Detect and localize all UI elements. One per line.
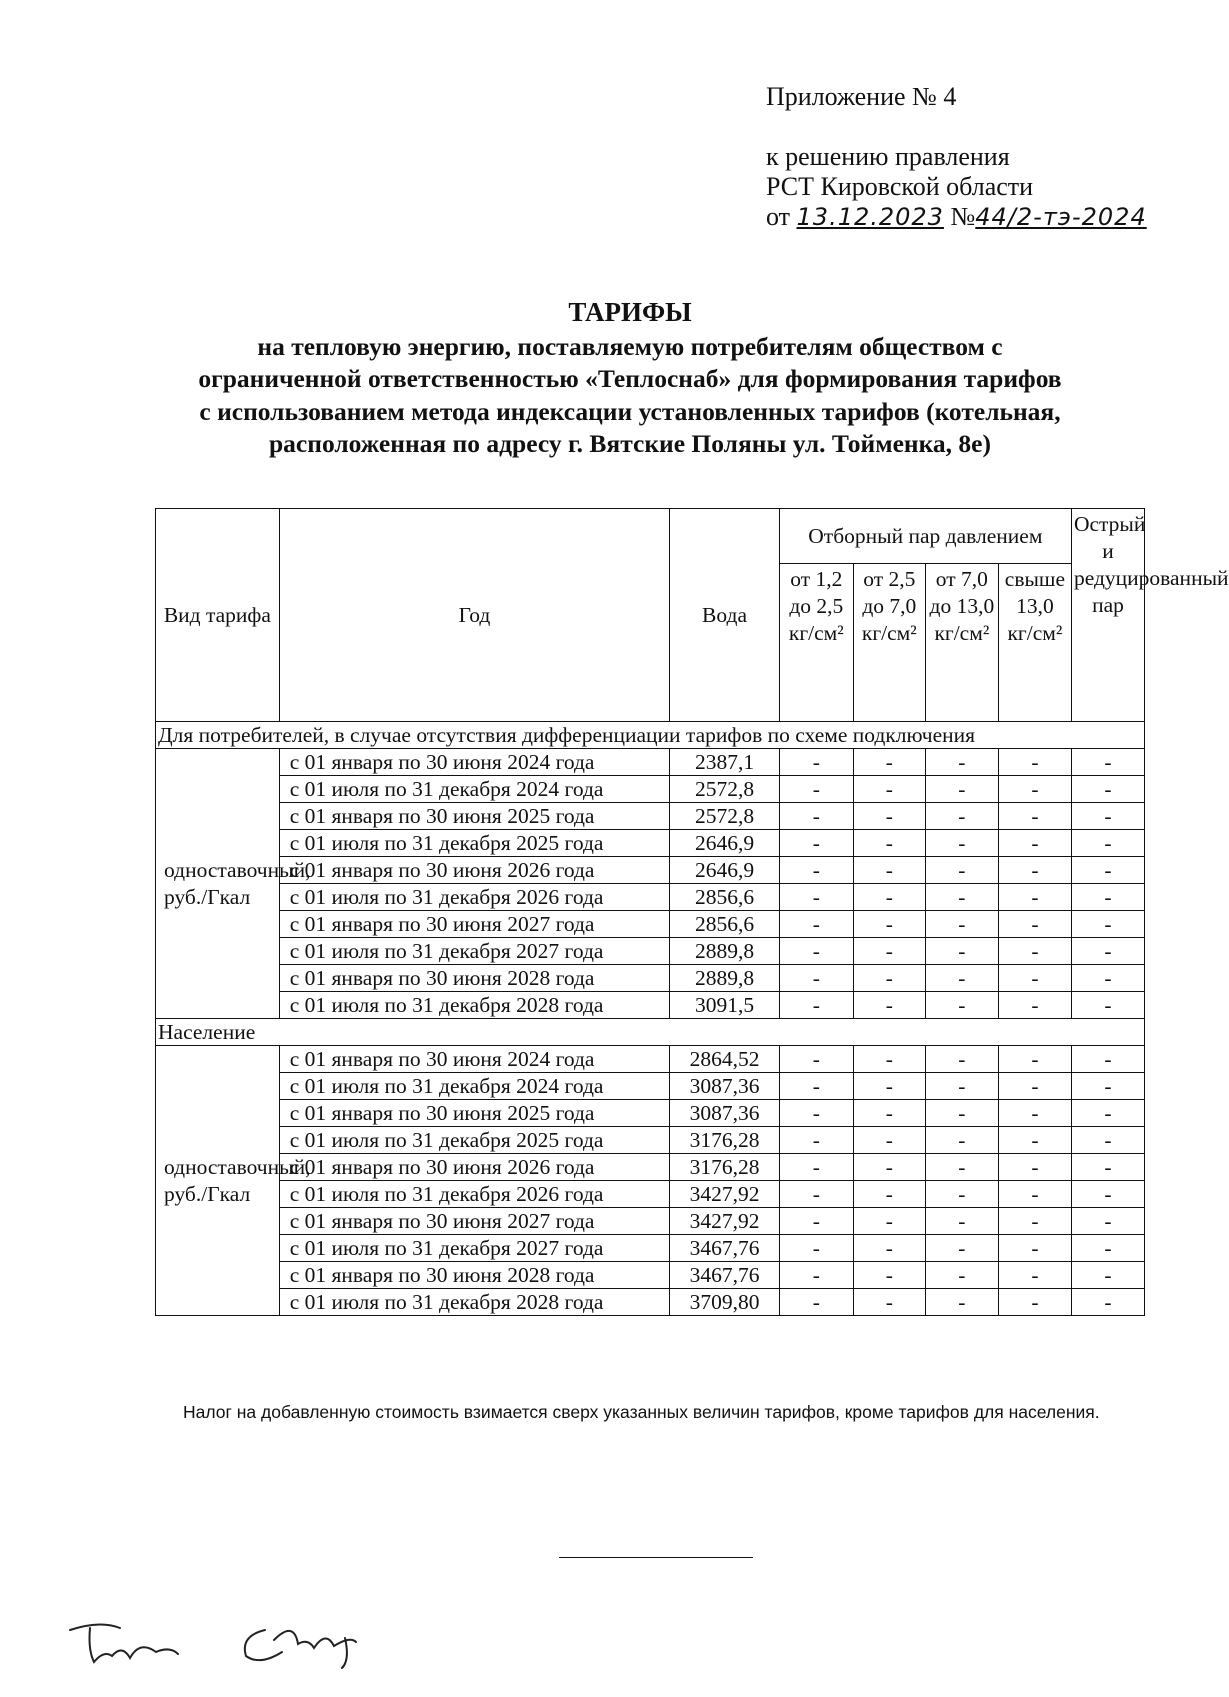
table-row bbox=[156, 1262, 1145, 1289]
water-tariff-cell: 3427,92 bbox=[670, 1181, 780, 1208]
empty-tariff-cell: - bbox=[853, 803, 925, 830]
period-cell: с 01 июля по 31 декабря 2024 года bbox=[279, 1073, 670, 1100]
empty-tariff-cell: - bbox=[998, 1127, 1071, 1154]
empty-tariff-cell: - bbox=[779, 938, 853, 965]
empty-tariff-cell: - bbox=[998, 1262, 1071, 1289]
header-pressure-2: от 2,5 до 7,0 кг/см² bbox=[853, 563, 925, 721]
water-tariff-cell: 2864,52 bbox=[670, 1046, 780, 1073]
period-cell: с 01 января по 30 июня 2028 года bbox=[279, 1262, 670, 1289]
table-row bbox=[156, 1235, 1145, 1262]
empty-tariff-cell: - bbox=[998, 803, 1071, 830]
empty-tariff-cell: - bbox=[998, 938, 1071, 965]
empty-tariff-cell: - bbox=[1071, 803, 1144, 830]
empty-tariff-cell: - bbox=[853, 911, 925, 938]
header-steam-group: Отборный пар давлением bbox=[779, 509, 1071, 564]
empty-tariff-cell: - bbox=[925, 1100, 998, 1127]
empty-tariff-cell: - bbox=[779, 1289, 853, 1316]
empty-tariff-cell: - bbox=[779, 1046, 853, 1073]
number-prefix: № bbox=[950, 202, 976, 231]
period-cell: с 01 января по 30 июня 2026 года bbox=[279, 1154, 670, 1181]
empty-tariff-cell: - bbox=[998, 1208, 1071, 1235]
empty-tariff-cell: - bbox=[1071, 1208, 1144, 1235]
period-cell: с 01 июля по 31 декабря 2024 года bbox=[279, 776, 670, 803]
title-line-1: на тепловую энергию, поставляемую потребителям обществом с bbox=[257, 331, 1003, 361]
header-kind: Вид тарифа bbox=[156, 509, 280, 722]
empty-tariff-cell: - bbox=[779, 1181, 853, 1208]
water-tariff-cell: 2856,6 bbox=[670, 884, 780, 911]
empty-tariff-cell: - bbox=[779, 749, 853, 776]
empty-tariff-cell: - bbox=[853, 938, 925, 965]
tariff-table bbox=[155, 508, 1229, 1316]
table-row bbox=[156, 776, 1145, 803]
empty-tariff-cell: - bbox=[998, 1073, 1071, 1100]
table-row bbox=[156, 1181, 1145, 1208]
appendix-authority: РСТ Кировской области bbox=[766, 172, 1034, 201]
table-row bbox=[156, 830, 1145, 857]
empty-tariff-cell: - bbox=[925, 992, 998, 1019]
appendix-block bbox=[766, 82, 1147, 232]
header-pressure-1: от 1,2 до 2,5 кг/см² bbox=[779, 563, 853, 721]
water-tariff-cell: 2889,8 bbox=[670, 965, 780, 992]
empty-tariff-cell: - bbox=[853, 1181, 925, 1208]
empty-tariff-cell: - bbox=[853, 992, 925, 1019]
period-cell: с 01 июля по 31 декабря 2028 года bbox=[279, 1289, 670, 1316]
empty-tariff-cell: - bbox=[998, 1289, 1071, 1316]
empty-tariff-cell: - bbox=[853, 857, 925, 884]
empty-tariff-cell: - bbox=[998, 965, 1071, 992]
tariff-kind: одноставочный, руб./Гкал bbox=[156, 1046, 280, 1316]
empty-tariff-cell: - bbox=[925, 1235, 998, 1262]
empty-tariff-cell: - bbox=[1071, 1127, 1144, 1154]
header-pressure-4: свыше 13,0 кг/см² bbox=[998, 563, 1071, 721]
water-tariff-cell: 3467,76 bbox=[670, 1262, 780, 1289]
empty-tariff-cell: - bbox=[853, 1100, 925, 1127]
empty-tariff-cell: - bbox=[1071, 857, 1144, 884]
handwritten-signatures bbox=[60, 1600, 400, 1680]
section-row bbox=[156, 722, 1145, 749]
handwritten-number: 44/2-тэ-2024 bbox=[975, 203, 1147, 231]
section-row bbox=[156, 1019, 1145, 1046]
period-cell: с 01 января по 30 июня 2025 года bbox=[279, 1100, 670, 1127]
signature-2 bbox=[245, 1630, 356, 1668]
date-prefix: от bbox=[766, 202, 791, 231]
water-tariff-cell: 3709,80 bbox=[670, 1289, 780, 1316]
empty-tariff-cell: - bbox=[925, 1154, 998, 1181]
empty-tariff-cell: - bbox=[853, 1046, 925, 1073]
table-row bbox=[156, 1289, 1145, 1316]
period-cell: с 01 июля по 31 декабря 2025 года bbox=[279, 1127, 670, 1154]
empty-tariff-cell: - bbox=[998, 884, 1071, 911]
empty-tariff-cell: - bbox=[998, 911, 1071, 938]
table-row bbox=[156, 884, 1145, 911]
empty-tariff-cell: - bbox=[1071, 884, 1144, 911]
empty-tariff-cell: - bbox=[1071, 1235, 1144, 1262]
period-cell: с 01 июля по 31 декабря 2026 года bbox=[279, 1181, 670, 1208]
empty-tariff-cell: - bbox=[998, 830, 1071, 857]
appendix-title: Приложение № 4 bbox=[766, 82, 957, 111]
empty-tariff-cell: - bbox=[1071, 992, 1144, 1019]
empty-tariff-cell: - bbox=[1071, 776, 1144, 803]
empty-tariff-cell: - bbox=[853, 1208, 925, 1235]
table-row bbox=[156, 1046, 1145, 1073]
header-sharp-steam: Острый и редуцированный пар bbox=[1071, 509, 1144, 722]
empty-tariff-cell: - bbox=[925, 1127, 998, 1154]
empty-tariff-cell: - bbox=[925, 749, 998, 776]
table-row bbox=[156, 1208, 1145, 1235]
empty-tariff-cell: - bbox=[853, 1154, 925, 1181]
handwritten-date: 13.12.2023 bbox=[796, 203, 944, 231]
empty-tariff-cell: - bbox=[779, 1154, 853, 1181]
empty-tariff-cell: - bbox=[853, 1262, 925, 1289]
empty-tariff-cell: - bbox=[1071, 1262, 1144, 1289]
empty-tariff-cell: - bbox=[925, 911, 998, 938]
empty-tariff-cell: - bbox=[779, 1127, 853, 1154]
table-row bbox=[156, 1127, 1145, 1154]
empty-tariff-cell: - bbox=[925, 803, 998, 830]
period-cell: с 01 июля по 31 декабря 2028 года bbox=[279, 992, 670, 1019]
empty-tariff-cell: - bbox=[779, 1073, 853, 1100]
water-tariff-cell: 2646,9 bbox=[670, 857, 780, 884]
empty-tariff-cell: - bbox=[925, 1181, 998, 1208]
empty-tariff-cell: - bbox=[998, 776, 1071, 803]
empty-tariff-cell: - bbox=[779, 857, 853, 884]
period-cell: с 01 июля по 31 декабря 2025 года bbox=[279, 830, 670, 857]
header-year: Год bbox=[279, 509, 670, 722]
table-row bbox=[156, 911, 1145, 938]
empty-tariff-cell: - bbox=[853, 1235, 925, 1262]
empty-tariff-cell: - bbox=[853, 776, 925, 803]
empty-tariff-cell: - bbox=[853, 1073, 925, 1100]
water-tariff-cell: 2387,1 bbox=[670, 749, 780, 776]
signature-1 bbox=[70, 1624, 178, 1662]
water-tariff-cell: 2856,6 bbox=[670, 911, 780, 938]
empty-tariff-cell: - bbox=[853, 1289, 925, 1316]
appendix-date-number bbox=[766, 202, 1147, 232]
table-row bbox=[156, 1073, 1145, 1100]
appendix-decision: к решению правления bbox=[766, 142, 1010, 171]
period-cell: с 01 января по 30 июня 2024 года bbox=[279, 1046, 670, 1073]
water-tariff-cell: 3091,5 bbox=[670, 992, 780, 1019]
water-tariff-cell: 3427,92 bbox=[670, 1208, 780, 1235]
water-tariff-cell: 2889,8 bbox=[670, 938, 780, 965]
empty-tariff-cell: - bbox=[925, 1262, 998, 1289]
empty-tariff-cell: - bbox=[998, 1181, 1071, 1208]
title-line-4: расположенная по адресу г. Вятские Поляны ул. Тойменка, 8е) bbox=[269, 429, 991, 458]
water-tariff-cell: 3467,76 bbox=[670, 1235, 780, 1262]
empty-tariff-cell: - bbox=[779, 1208, 853, 1235]
table-row bbox=[156, 803, 1145, 830]
table-row bbox=[156, 992, 1145, 1019]
period-cell: с 01 января по 30 июня 2024 года bbox=[279, 749, 670, 776]
empty-tariff-cell: - bbox=[779, 884, 853, 911]
title-heading: ТАРИФЫ bbox=[568, 297, 692, 327]
empty-tariff-cell: - bbox=[925, 938, 998, 965]
water-tariff-cell: 3087,36 bbox=[670, 1073, 780, 1100]
empty-tariff-cell: - bbox=[998, 1046, 1071, 1073]
empty-tariff-cell: - bbox=[998, 1100, 1071, 1127]
empty-tariff-cell: - bbox=[998, 992, 1071, 1019]
period-cell: с 01 января по 30 июня 2028 года bbox=[279, 965, 670, 992]
empty-tariff-cell: - bbox=[779, 911, 853, 938]
empty-tariff-cell: - bbox=[779, 1262, 853, 1289]
empty-tariff-cell: - bbox=[1071, 1154, 1144, 1181]
empty-tariff-cell: - bbox=[925, 1073, 998, 1100]
empty-tariff-cell: - bbox=[1071, 938, 1144, 965]
empty-tariff-cell: - bbox=[1071, 1100, 1144, 1127]
empty-tariff-cell: - bbox=[925, 830, 998, 857]
empty-tariff-cell: - bbox=[998, 1154, 1071, 1181]
period-cell: с 01 июля по 31 декабря 2026 года bbox=[279, 884, 670, 911]
empty-tariff-cell: - bbox=[925, 965, 998, 992]
empty-tariff-cell: - bbox=[853, 965, 925, 992]
period-cell: с 01 января по 30 июня 2026 года bbox=[279, 857, 670, 884]
vat-footnote: Налог на добавленную стоимость взимается сверх указанных величин тарифов, кроме тарифов для населения. bbox=[183, 1402, 1100, 1422]
empty-tariff-cell: - bbox=[1071, 965, 1144, 992]
empty-tariff-cell: - bbox=[998, 749, 1071, 776]
empty-tariff-cell: - bbox=[779, 830, 853, 857]
empty-tariff-cell: - bbox=[779, 992, 853, 1019]
empty-tariff-cell: - bbox=[925, 857, 998, 884]
empty-tariff-cell: - bbox=[1071, 749, 1144, 776]
period-cell: с 01 июля по 31 декабря 2027 года bbox=[279, 1235, 670, 1262]
table-row bbox=[156, 965, 1145, 992]
section-title: Население bbox=[156, 1019, 1145, 1046]
header-pressure-3: от 7,0 до 13,0 кг/см² bbox=[925, 563, 998, 721]
section-title: Для потребителей, в случае отсутствия дифференциации тарифов по схеме подключения bbox=[156, 722, 1145, 749]
empty-tariff-cell: - bbox=[1071, 1073, 1144, 1100]
empty-tariff-cell: - bbox=[925, 1289, 998, 1316]
period-cell: с 01 января по 30 июня 2027 года bbox=[279, 1208, 670, 1235]
period-cell: с 01 июля по 31 декабря 2027 года bbox=[279, 938, 670, 965]
table-row bbox=[156, 938, 1145, 965]
water-tariff-cell: 2572,8 bbox=[670, 803, 780, 830]
signature-divider bbox=[559, 1557, 753, 1558]
empty-tariff-cell: - bbox=[853, 749, 925, 776]
document-title bbox=[130, 296, 1130, 461]
period-cell: с 01 января по 30 июня 2025 года bbox=[279, 803, 670, 830]
empty-tariff-cell: - bbox=[925, 776, 998, 803]
period-cell: с 01 января по 30 июня 2027 года bbox=[279, 911, 670, 938]
empty-tariff-cell: - bbox=[779, 1100, 853, 1127]
water-tariff-cell: 2646,9 bbox=[670, 830, 780, 857]
empty-tariff-cell: - bbox=[925, 884, 998, 911]
empty-tariff-cell: - bbox=[779, 776, 853, 803]
empty-tariff-cell: - bbox=[853, 830, 925, 857]
empty-tariff-cell: - bbox=[1071, 1046, 1144, 1073]
tariff-table-body bbox=[156, 722, 1145, 1316]
header-water: Вода bbox=[670, 509, 780, 722]
table-row bbox=[156, 1100, 1145, 1127]
table-row bbox=[156, 1154, 1145, 1181]
empty-tariff-cell: - bbox=[925, 1046, 998, 1073]
water-tariff-cell: 3087,36 bbox=[670, 1100, 780, 1127]
empty-tariff-cell: - bbox=[779, 1235, 853, 1262]
table-row bbox=[156, 749, 1145, 776]
water-tariff-cell: 3176,28 bbox=[670, 1154, 780, 1181]
empty-tariff-cell: - bbox=[853, 884, 925, 911]
title-line-3: с использованием метода индексации установленных тарифов (котельная, bbox=[199, 396, 1061, 426]
empty-tariff-cell: - bbox=[1071, 911, 1144, 938]
empty-tariff-cell: - bbox=[925, 1208, 998, 1235]
table-row bbox=[156, 857, 1145, 884]
empty-tariff-cell: - bbox=[998, 1235, 1071, 1262]
empty-tariff-cell: - bbox=[853, 1127, 925, 1154]
empty-tariff-cell: - bbox=[779, 965, 853, 992]
empty-tariff-cell: - bbox=[1071, 830, 1144, 857]
empty-tariff-cell: - bbox=[779, 803, 853, 830]
empty-tariff-cell: - bbox=[1071, 1289, 1144, 1316]
empty-tariff-cell: - bbox=[998, 857, 1071, 884]
title-line-2: ограниченной ответственностью «Теплоснаб» для формирования тарифов bbox=[198, 364, 1062, 393]
water-tariff-cell: 3176,28 bbox=[670, 1127, 780, 1154]
empty-tariff-cell: - bbox=[1071, 1181, 1144, 1208]
water-tariff-cell: 2572,8 bbox=[670, 776, 780, 803]
tariff-kind: одноставочный, руб./Гкал bbox=[156, 749, 280, 1019]
